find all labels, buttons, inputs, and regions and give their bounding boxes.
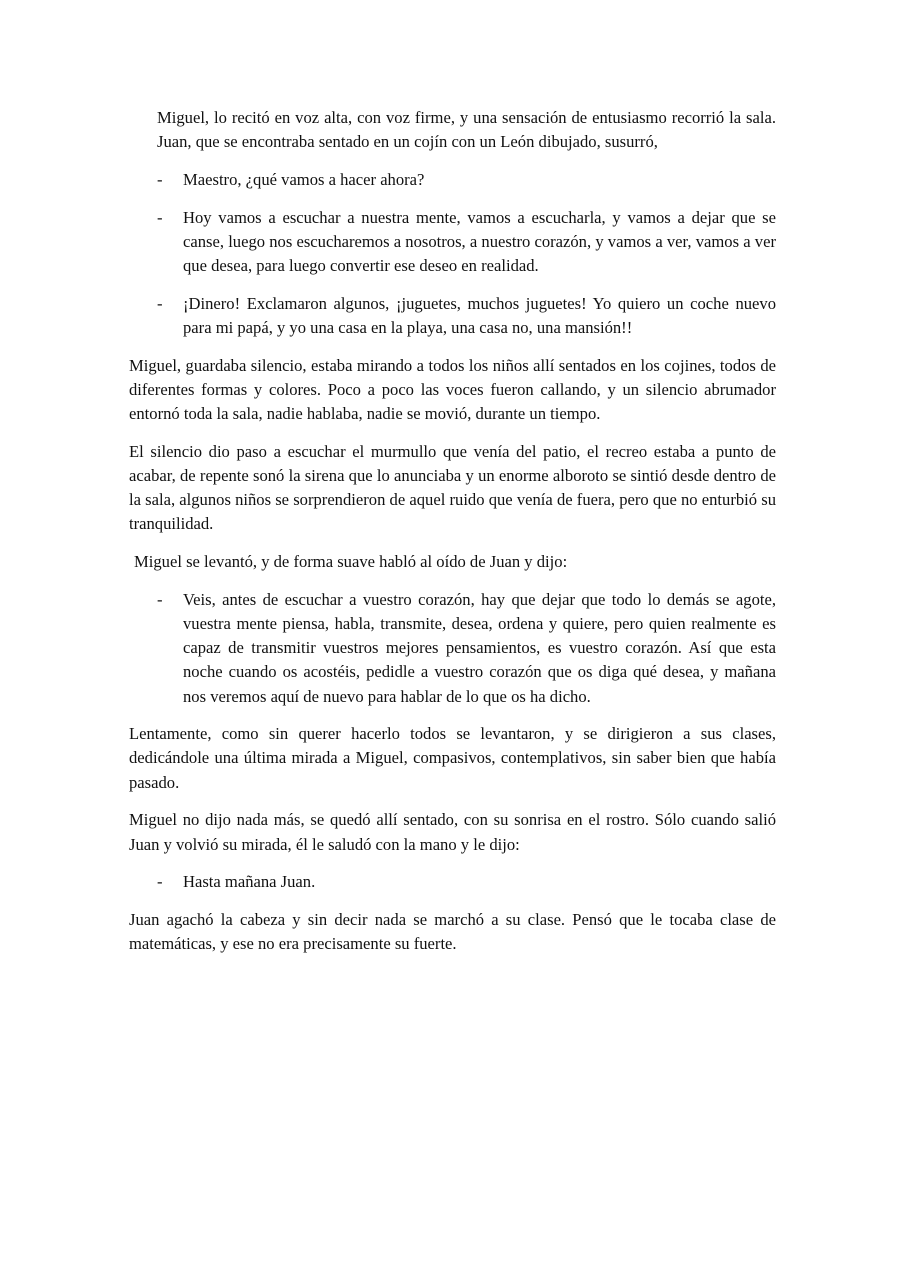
paragraph-silence: Miguel, guardaba silencio, estaba mirando a todos los niños allí sentados en los cojines, todos de diferentes formas y colores. Poco a poco las voces fueron callando, y un silencio abrumador entornó toda la sala, nadie hablaba, nadie se movió, durante un tiempo. [129, 355, 776, 424]
dash-marker: - [157, 872, 163, 892]
dash-marker: - [157, 169, 163, 189]
dialogue-text: Hoy vamos a escuchar a nuestra mente, vamos a escucharla, y vamos a dejar que se canse, luego nos escucharemos a nosotros, a nuestro corazón, y vamos a ver, vamos a ver que desea, para luego convertir ese deseo en realidad. [183, 207, 776, 276]
paragraph-recess: El silencio dio paso a escuchar el murmullo que venía del patio, el recreo estaba a punto de acabar, de repente sonó la sirena que lo anunciaba y un enorme alboroto se sintió desde dentro de la sala, algunos niños se sorprendieron de aquel ruido que venía de fuera, pero que no enturbió su tranquilidad. [129, 441, 776, 534]
dialogue-line-exclamation [129, 292, 776, 340]
dialogue-line-goodbye [129, 870, 776, 894]
dialogue-line-answer [129, 206, 776, 279]
dialogue-text: ¡Dinero! Exclamaron algunos, ¡juguetes, muchos juguetes! Yo quiero un coche nuevo para mi papá, y yo una casa en la playa, una casa no, una mansión!! [183, 293, 776, 337]
dash-marker: - [157, 207, 163, 227]
dialogue-line-question [129, 168, 776, 192]
dash-marker: - [157, 293, 163, 313]
document-body [129, 106, 776, 970]
dialogue-line-heart [129, 588, 776, 709]
paragraph-smile: Miguel no dijo nada más, se quedó allí sentado, con su sonrisa en el rostro. Sólo cuando salió Juan y volvió su mirada, él le saludó con la mano y le dijo: [129, 810, 776, 854]
dialogue-text: Maestro, ¿qué vamos a hacer ahora? [183, 169, 425, 189]
dialogue-text: Veis, antes de escuchar a vuestro corazón, hay que dejar que todo lo demás se agote, vuestra mente piensa, habla, transmite, desea, ordena y quiere, pero quien realmente es capaz de transmitir vuestros mejores pensamientos, es vuestro corazón. Así que esta noche cuando os acostéis, pedidle a vuestro corazón que os diga qué desea, y mañana nos veremos aquí de nuevo para hablar de lo que os ha dicho. [183, 589, 776, 706]
paragraph-miguel-stands: Miguel se levantó, y de forma suave habló al oído de Juan y dijo: [134, 552, 568, 572]
paragraph-intro: Miguel, lo recitó en voz alta, con voz firme, y una sensación de entusiasmo recorrió la sala. Juan, que se encontraba sentado en un cojín con un León dibujado, susurró, [157, 108, 776, 152]
paragraph-closing: Juan agachó la cabeza y sin decir nada se marchó a su clase. Pensó que le tocaba clase de matemáticas, y ese no era precisamente su fuerte. [129, 909, 776, 954]
paragraph-leaving: Lentamente, como sin querer hacerlo todos se levantaron, y se dirigieron a sus clases, dedicándole una última mirada a Miguel, compasivos, contemplativos, sin saber bien que había pasado. [129, 724, 776, 792]
dialogue-text: Hasta mañana Juan. [183, 872, 316, 892]
dash-marker: - [157, 589, 163, 609]
